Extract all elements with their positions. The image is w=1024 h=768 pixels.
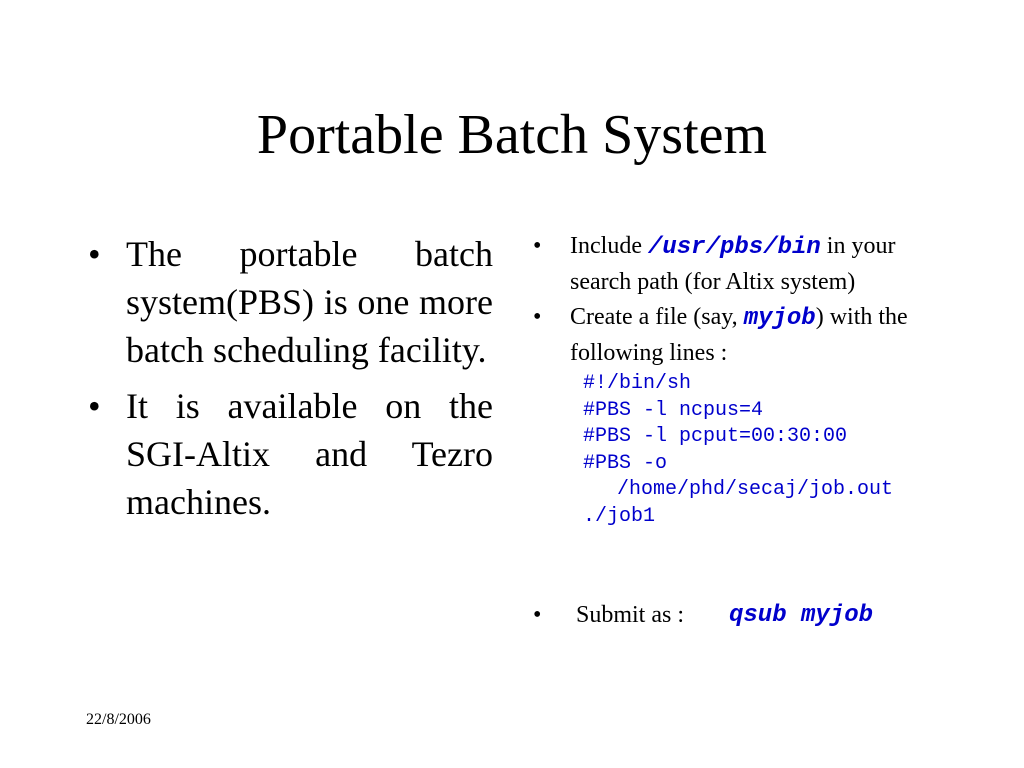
right-bullet-list (533, 229, 953, 530)
include-post-text: in your search path (for Altix system) (570, 233, 896, 295)
submit-label: Submit as : (576, 602, 685, 628)
job-file-name: myjob (743, 305, 816, 332)
left-bullet-list (88, 230, 493, 534)
code-line: #PBS -l ncpus=4 (583, 398, 764, 422)
list-item (88, 230, 493, 374)
bullet-icon: • (533, 602, 542, 628)
code-line: #!/bin/sh (583, 372, 692, 395)
create-pre-text: Create a file (say, (570, 304, 744, 330)
code-line: ./job1 (583, 504, 656, 528)
bullet-icon: • (88, 234, 101, 274)
list-item-create-file (533, 300, 953, 371)
bullet-icon: • (533, 304, 542, 330)
slide-title: Portable Batch System (256, 104, 768, 166)
bullet-text: It is available on the SGI-Altix and Tezro machines. (126, 386, 493, 522)
list-item-include-path (533, 229, 953, 300)
bullet-icon: • (533, 233, 542, 259)
job-script-code-block (533, 371, 953, 530)
code-line: #PBS -l pcput=00:30:00 (583, 425, 848, 448)
slide-date: 22/8/2006 (86, 711, 151, 728)
bullet-icon: • (88, 386, 101, 426)
pbs-bin-path: /usr/pbs/bin (647, 234, 821, 261)
qsub-command: qsub myjob (729, 602, 874, 629)
create-post-text: ) with the following lines : (570, 304, 908, 366)
list-item (88, 382, 493, 526)
code-line: /home/phd/secaj/job.out (617, 478, 894, 501)
code-line: #PBS -o (583, 451, 668, 475)
bullet-text: The portable batch system(PBS) is one more batch scheduling facility. (126, 234, 493, 370)
include-pre-text: Include (570, 233, 648, 259)
